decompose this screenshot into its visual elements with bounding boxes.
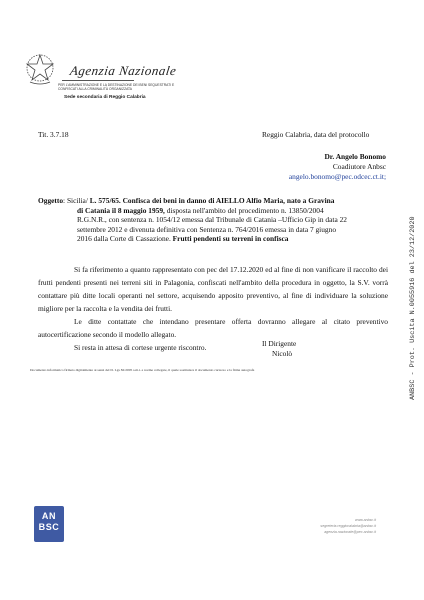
footer-contacts [320, 517, 376, 535]
subject-label: Oggetto [38, 196, 64, 205]
subject-line-5a: 2016 dalla Corte di Cassazione. [77, 234, 173, 244]
body-paragraph-3: Si resta in attesa di cortese urgente riscontro. [74, 343, 207, 352]
body-paragraph-2: Le ditte contattate che intendano presentare offerta dovranno allegare al citato preventivo autocertificazione secondo il modello allegato. [38, 317, 388, 339]
place-date: Reggio Calabria, data del protocollo [262, 130, 370, 139]
logo-text-line1: AN [41, 511, 57, 521]
subject-bold-1: L. 575/65. Confisca dei beni in danno di AIELLO Alfio Maria, nato a Gravina [89, 196, 335, 205]
digital-signature-note: Documento informatico firmato digitalmente ai sensi del D. Lgs 82/2005 s.m.i. e norme collegate, il quale sostituisce il documento cartaceo e la firma autografa [30, 368, 255, 372]
subject-prefix: : Sicilia/ [63, 196, 90, 205]
subject-line-4: settembre 2012 e divenuta definitiva con Sentenza n. 764/2016 emessa in data 7 giugno [77, 224, 337, 234]
recipient-email-link[interactable]: angelo.bonomo@pec.odcec.ct.it; [288, 172, 386, 181]
subject-block [38, 196, 388, 244]
subject-bold-2: di Catania il 8 maggio 1959, [77, 205, 165, 215]
letter-body [38, 263, 388, 354]
agency-desc-line1: PER L'AMMINISTRAZIONE E LA DESTINAZIONE DEI BENI SEQUESTRATI E [58, 83, 175, 87]
signature-name: Nicolò [272, 348, 293, 358]
subject-continuation [38, 206, 388, 244]
recipient-block [289, 152, 386, 182]
agency-underline [62, 80, 134, 81]
subject-rest-1: disposta nell'ambito del procedimento n. 13850/2004 [164, 205, 324, 215]
agency-name: Agenzia Nazionale [69, 63, 178, 78]
state-emblem-icon [24, 52, 56, 86]
signature-title: Il Dirigente [262, 339, 297, 348]
recipient-role: Coadiutore Anbsc [332, 162, 386, 171]
subject-line-5b: Frutti pendenti su terreni in confisca [172, 234, 289, 244]
contact-pec[interactable]: agenzia.nazionale@pec.anbsc.it [324, 530, 376, 534]
anbsc-logo [34, 506, 64, 542]
agency-description [58, 83, 174, 92]
contact-email[interactable]: segreteria.reggiocalabria@anbsc.it [320, 524, 376, 528]
body-paragraph-1: Si fa riferimento a quanto rappresentato con pec del 17.12.2020 ed al fine di non vanificare il raccolto dei frutti pendenti presenti nei terreni siti in Palagonia, confiscati nell'ambito della procedura in oggetto, la S.V. vorrà contattare più ditte locali operanti nel settore, acquisendo apposito preventivo, al fine di individuare la soluzione migliore per la raccolta e la vendita dei frutti. [38, 265, 388, 313]
title-code: Tit. 3.7.18 [38, 130, 69, 139]
recipient-name: Dr. Angelo Bonomo [324, 152, 386, 161]
contact-website[interactable]: www.anbsc.it [355, 518, 376, 522]
subject-line-3: R.G.N.R., con sentenza n. 1054/12 emessa dal Tribunale di Catania –Ufficio Gip in data 22 [77, 215, 347, 225]
signature-block [262, 339, 296, 358]
logo-text-line2: BSC [38, 522, 60, 532]
agency-desc-line2: CONFISCATI ALLA CRIMINALITÀ ORGANIZZATA [58, 87, 133, 92]
protocol-stamp: ANBSC - Prot. Uscita N.0055916 del 23/12/2020 [409, 216, 417, 400]
agency-office: Sede secondaria di Reggio Calabria [64, 95, 146, 100]
